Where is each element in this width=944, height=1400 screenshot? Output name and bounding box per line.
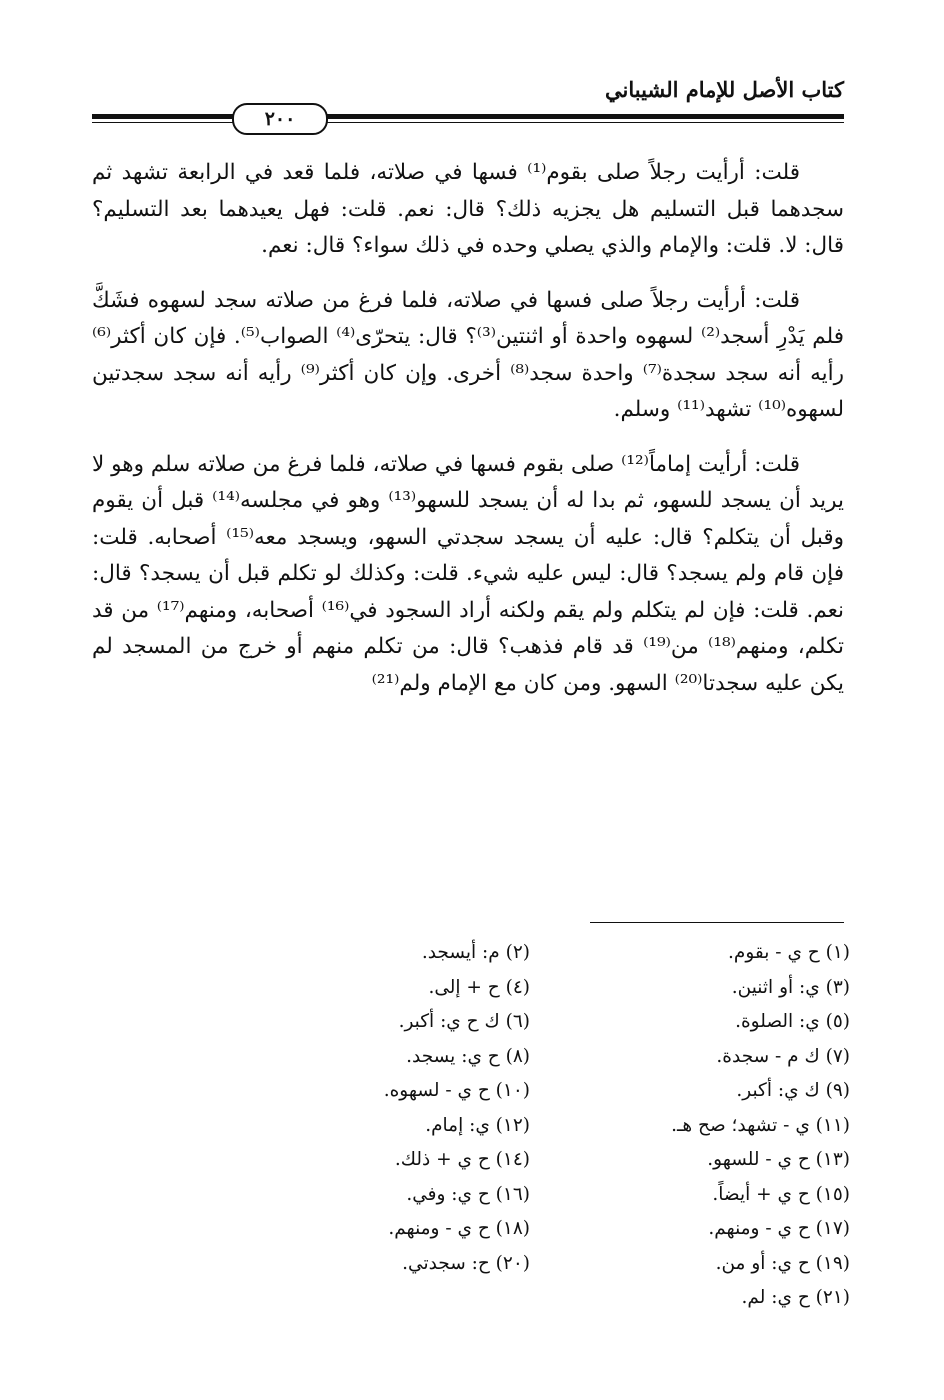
main-text xyxy=(92,155,844,720)
footnote: (٢١) ح ي: لم. xyxy=(741,1287,850,1308)
footnote: (١٥) ح ي + أيضاً. xyxy=(712,1183,850,1205)
footnote: (٥) ي: الصلوة. xyxy=(735,1011,850,1032)
footnote: (١٧) ح ي - ومنهم. xyxy=(708,1218,850,1239)
footnote: (١٣) ح ي - للسهو. xyxy=(707,1149,850,1170)
page-number: ٢٠٠ xyxy=(232,103,328,135)
footnotes xyxy=(270,936,850,1316)
footnote: (٩) ك ي: أكبر. xyxy=(736,1080,850,1101)
running-header xyxy=(92,70,844,130)
footnote-separator xyxy=(590,922,844,923)
paragraph: قلت: أرأيت رجلاً صلى فسها في صلاته، فلما فرغ من صلاته سجد لسهوه فشَكَّ فلم يَدْرِ أسجد⁽²⁾ لسهوه واحدة أو اثنتين⁽³⁾؟ قال: يتحرّى⁽⁴⁾ الصواب⁽⁵⁾. فإن كان أكثر⁽⁶⁾ رأيه أنه سجد سجدة⁽⁷⁾ واحدة سجد⁽⁸⁾ أخرى. وإن كان أكثر⁽⁹⁾ رأيه أنه سجد سجدتين لسهوه⁽¹⁰⁾ تشهد⁽¹¹⁾ وسلم. xyxy=(92,287,844,422)
footnote: (٧) ك م - سجدة. xyxy=(716,1045,850,1067)
paragraph: قلت: أرأيت رجلاً صلى بقوم⁽¹⁾ فسها في صلاته، فلما قعد في الرابعة تشهد ثم سجدهما قبل التسليم هل يجزيه ذلك؟ قال: نعم. قلت: فهل يعيدهما بعد التسليم؟ قال: لا. قلت: والإمام والذي يصلي وحده في ذلك سواء؟ قال: نعم. xyxy=(92,160,844,258)
footnote: (٤) ح + إلى. xyxy=(428,976,530,998)
footnote: (١) ح ي - بقوم. xyxy=(728,942,850,963)
footnote: (٨) ح ي: يسجد. xyxy=(406,1045,530,1067)
footnote: (١٩) ح ي: أو من. xyxy=(715,1252,850,1274)
book-page xyxy=(92,70,845,696)
footnote: (٦) ك ح ي: أكبر. xyxy=(398,1011,530,1032)
book-title: كتاب الأصل للإمام الشيباني xyxy=(605,77,844,102)
header-rule-thin xyxy=(92,122,844,123)
footnote: (٣) ي: أو اثنين. xyxy=(731,976,850,998)
footnote: (١٠) ح ي - لسهوه. xyxy=(383,1080,530,1101)
footnote: (١٢) ي: إمام. xyxy=(425,1114,530,1136)
footnote: (١٨) ح ي - ومنهم. xyxy=(388,1218,530,1239)
footnote: (٢٠) ح: سجدتي. xyxy=(402,1252,530,1274)
footnote: (١٤) ح ي + ذلك. xyxy=(394,1149,530,1170)
paragraph: قلت: أرأيت إماماً⁽¹²⁾ صلى بقوم فسها في صلاته، فلما فرغ من صلاته سلم وهو لا يريد أن يسجد للسهو، ثم بدا له أن يسجد للسهو⁽¹³⁾ وهو في مجلسه⁽¹⁴⁾ قبل أن يقوم وقبل أن يتكلم؟ قال: عليه أن يسجد سجدتي السهو، ويسجد معه⁽¹⁵⁾ أصحابه. قلت: فإن قام ولم يسجد؟ قال: ليس عليه شيء. قلت: وكذلك لو تكلم قبل أن يسجد؟ قال: نعم. قلت: فإن لم يتكلم ولم يقم ولكنه أراد السجود في⁽¹⁶⁾ أصحابه، ومنهم⁽¹⁷⁾ من قد تكلم، ومنهم⁽¹⁸⁾ من⁽¹⁹⁾ قد قام فذهب؟ قال: من تكلم منهم أو خرج من المسجد لم يكن عليه سجدتا⁽²⁰⁾ السهو. ومن كان مع الإمام ولم⁽²¹⁾ xyxy=(92,451,845,696)
header-rule-thick xyxy=(92,114,844,119)
footnote: (٢) م: أيسجد. xyxy=(421,942,530,963)
footnote: (١٦) ح ي: وفي. xyxy=(406,1183,530,1205)
footnote: (١١) ي - تشهد؛ صح هـ. xyxy=(671,1114,850,1136)
